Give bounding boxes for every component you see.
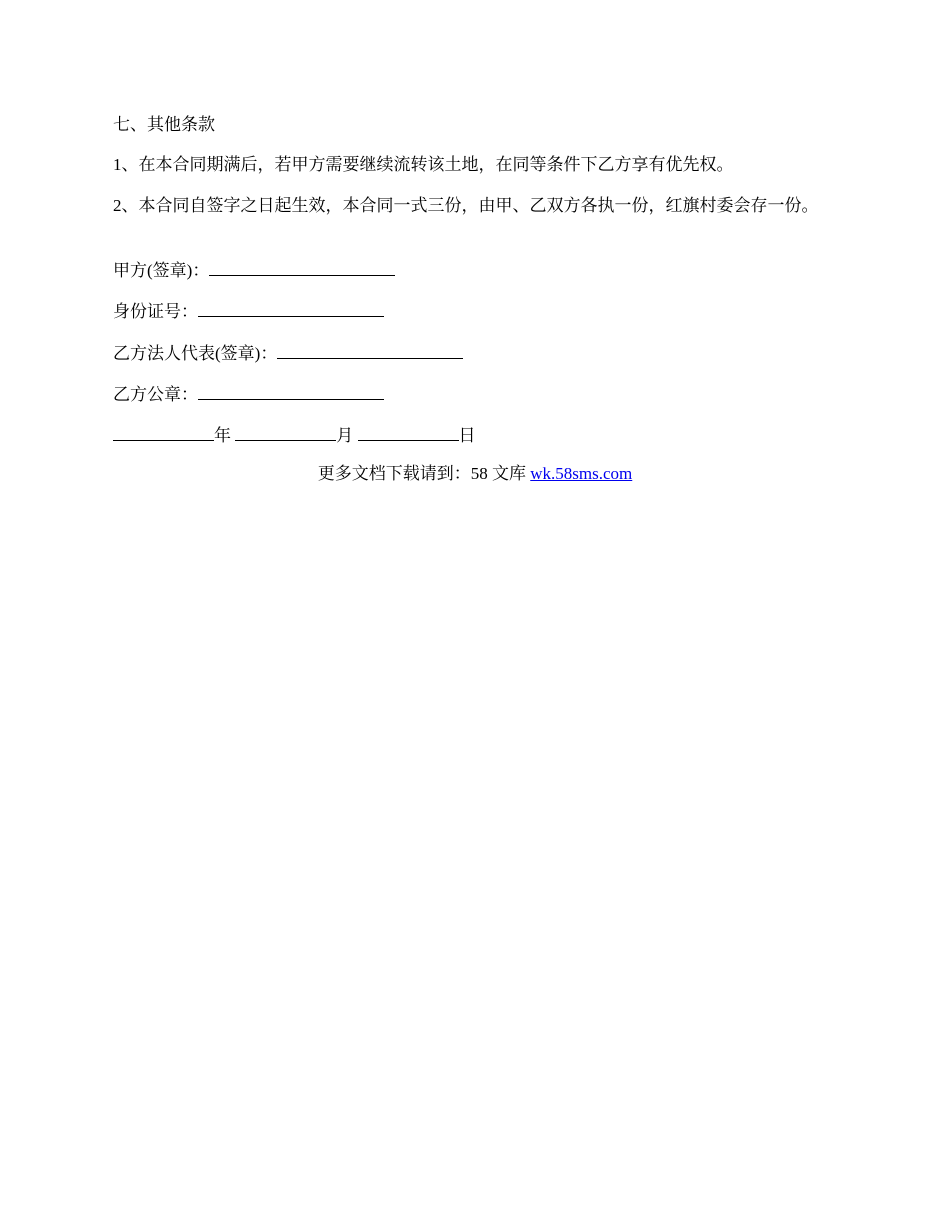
party-b-rep-signature-line — [113, 342, 837, 364]
id-number-line — [113, 300, 837, 322]
month-blank — [235, 424, 336, 441]
footer-text: 更多文档下载请到：58 文库 — [317, 464, 531, 483]
month-label: 月 — [336, 426, 354, 445]
year-blank — [113, 424, 214, 441]
clause-2: 2、本合同自签字之日起生效，本合同一式三份，由甲、乙双方各执一份，红旗村委会存一份。 — [113, 196, 819, 215]
clause-1: 1、在本合同期满后，若甲方需要继续流转该土地，在同等条件下乙方享有优先权。 — [113, 155, 734, 174]
id-number-blank — [198, 300, 384, 317]
section-heading: 七、其他条款 — [113, 115, 215, 134]
party-b-rep-signature-label: 乙方法人代表(签章)： — [113, 344, 278, 363]
party-b-seal-label: 乙方公章： — [113, 385, 198, 404]
day-label: 日 — [458, 426, 476, 445]
footer-link[interactable]: wk.58sms.com — [530, 464, 633, 483]
party-a-signature-line — [113, 259, 837, 281]
day-blank — [358, 424, 459, 441]
party-b-rep-signature-blank — [277, 342, 463, 359]
party-b-seal-blank — [198, 383, 384, 400]
date-line — [113, 424, 837, 446]
party-a-signature-blank — [209, 259, 395, 276]
party-a-signature-label: 甲方(签章)： — [113, 261, 210, 280]
party-b-seal-line — [113, 383, 837, 405]
year-label: 年 — [214, 426, 231, 445]
id-number-label: 身份证号： — [113, 302, 198, 321]
footer — [0, 464, 950, 484]
